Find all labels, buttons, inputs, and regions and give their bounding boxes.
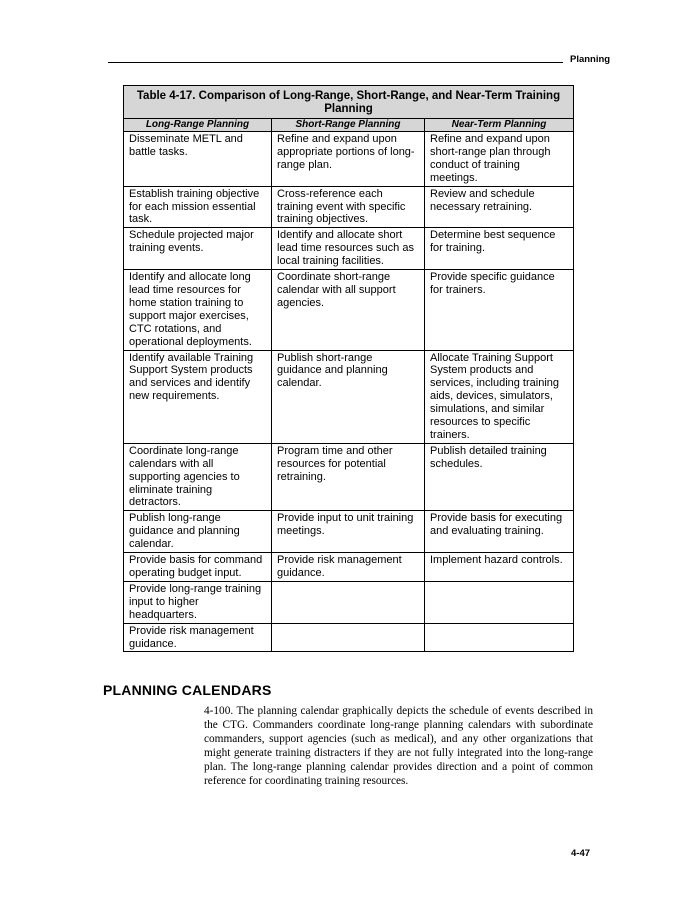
table-cell: Provide input to unit training meetings. (272, 511, 425, 553)
table-cell: Schedule projected major training events. (124, 228, 272, 270)
table-cell: Identify and allocate short lead time resources such as local training facilities. (272, 228, 425, 270)
table-cell: Identify available Training Support System products and services and identify new requirements. (124, 350, 272, 443)
table-cell: Coordinate long-range calendars with all supporting agencies to eliminate training detractors. (124, 443, 272, 511)
table-cell: Publish long-range guidance and planning calendar. (124, 511, 272, 553)
table-row (124, 581, 574, 623)
table-row (124, 132, 574, 187)
table-cell (272, 623, 425, 652)
table-cell: Refine and expand upon appropriate portions of long-range plan. (272, 132, 425, 187)
table-cell: Provide risk management guidance. (272, 553, 425, 582)
section-heading: PLANNING CALENDARS (103, 682, 272, 698)
table-row (124, 553, 574, 582)
page-number: 4-47 (571, 848, 591, 859)
table-row (124, 511, 574, 553)
table-cell: Provide risk management guidance. (124, 623, 272, 652)
body-paragraph: 4-100. The planning calendar graphically depicts the schedule of events described in the CTG. Commanders coordinate long-range planning calendars with subordinate commanders, support agencies (such as medical), and any other organizations that might generate training distracters if they are not fully integrated into the long-range plan. The long-range planning calendar provides direction and a point of common reference for coordinating training resources. (204, 705, 593, 788)
table-cell: Allocate Training Support System products and services, including training aids, devices, simulators, simulations, and similar resources to specific trainers. (425, 350, 574, 443)
table-cell (272, 581, 425, 623)
table-cell: Cross-reference each training event with specific training objectives. (272, 186, 425, 228)
table-cell (425, 581, 574, 623)
table-cell: Provide basis for command operating budget input. (124, 553, 272, 582)
table-row (124, 350, 574, 443)
table-row (124, 186, 574, 228)
table-row (124, 228, 574, 270)
table-cell: Publish detailed training schedules. (425, 443, 574, 511)
table-cell: Refine and expand upon short-range plan through conduct of training meetings. (425, 132, 574, 187)
table-cell: Provide long-range training input to higher headquarters. (124, 581, 272, 623)
table-cell: Review and schedule necessary retraining. (425, 186, 574, 228)
column-header-short-range: Short-Range Planning (272, 119, 425, 132)
running-header: Planning (570, 54, 611, 65)
header-rule (108, 62, 563, 63)
table-cell: Determine best sequence for training. (425, 228, 574, 270)
table-cell: Coordinate short-range calendar with all support agencies. (272, 270, 425, 350)
table-cell: Publish short-range guidance and planning calendar. (272, 350, 425, 443)
table-caption: Table 4-17. Comparison of Long-Range, Short-Range, and Near-Term Training Planning (124, 86, 574, 119)
comparison-table (123, 85, 574, 652)
table-cell (425, 623, 574, 652)
table-row (124, 623, 574, 652)
column-header-long-range: Long-Range Planning (124, 119, 272, 132)
table-row (124, 443, 574, 511)
table-cell: Provide basis for executing and evaluating training. (425, 511, 574, 553)
table-cell: Program time and other resources for potential retraining. (272, 443, 425, 511)
table-cell: Establish training objective for each mission essential task. (124, 186, 272, 228)
table-cell: Identify and allocate long lead time resources for home station training to support major exercises, CTC rotations, and operational deployments. (124, 270, 272, 350)
table-cell: Implement hazard controls. (425, 553, 574, 582)
table-cell: Provide specific guidance for trainers. (425, 270, 574, 350)
table-row (124, 270, 574, 350)
table-cell: Disseminate METL and battle tasks. (124, 132, 272, 187)
column-header-near-term: Near-Term Planning (425, 119, 574, 132)
